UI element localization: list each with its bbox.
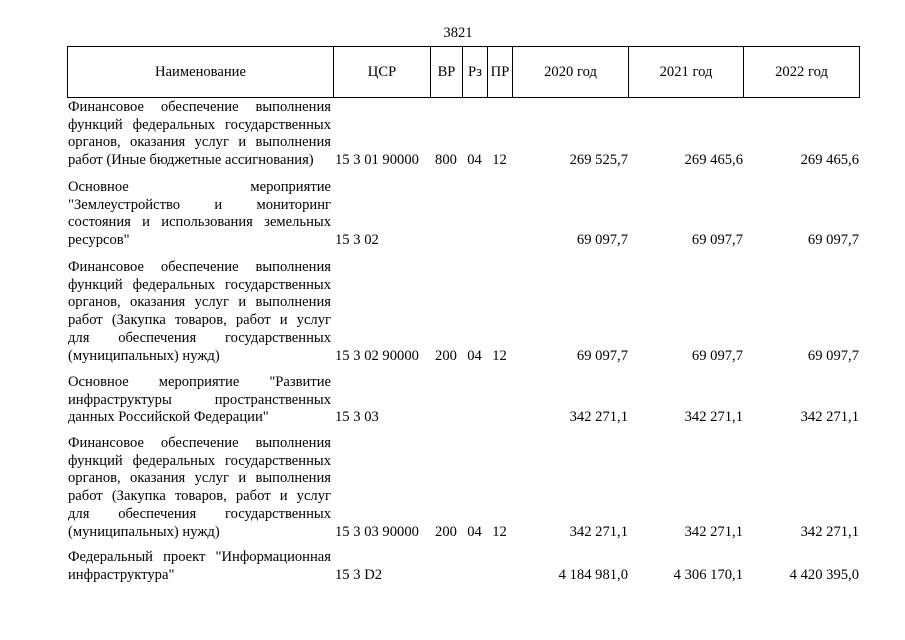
- row-name-line: работ (Иные бюджетные ассигнования): [68, 152, 314, 169]
- row-name-line: состояния и использования земельных: [68, 214, 331, 231]
- row-value-2022: 269 465,6: [800, 152, 859, 169]
- row-csr: 15 3 03 90000: [335, 523, 419, 540]
- row-value-2020: 342 271,1: [569, 409, 628, 426]
- row-value-2021: 4 306 170,1: [673, 566, 743, 583]
- row-name-line: данных Российской Федерации": [68, 409, 269, 426]
- table-row: [0, 179, 905, 250]
- row-name-line: для обеспечения государственных: [68, 505, 331, 522]
- row-csr: 15 3 D2: [335, 566, 383, 583]
- row-value-2021: 69 097,7: [691, 347, 743, 364]
- row-csr: 15 3 03: [335, 409, 379, 426]
- column-header-csr: ЦСР: [333, 47, 430, 97]
- row-name-line: (муниципальных) нужд): [68, 523, 220, 540]
- row-name: [68, 374, 331, 427]
- row-name-line: инфраструктуры пространственных: [68, 391, 331, 408]
- row-name-line: ресурсов": [68, 232, 130, 249]
- row-name-line: функций федеральных государственных: [68, 452, 331, 469]
- column-header-2022: 2022 год: [743, 47, 859, 97]
- row-rz: 04: [467, 152, 482, 169]
- row-name-line: органов, оказания услуг и выполнения: [68, 134, 331, 151]
- row-value-2022: 342 271,1: [800, 523, 859, 540]
- column-header-pr: ПР: [487, 47, 512, 97]
- row-name-line: Финансовое обеспечение выполнения: [68, 435, 331, 451]
- row-value-2021: 342 271,1: [684, 523, 743, 540]
- row-value-2022: 69 097,7: [807, 232, 859, 249]
- column-header-name: Наименование: [155, 63, 246, 80]
- row-value-2022: 69 097,7: [807, 347, 859, 364]
- row-value-2022: 4 420 395,0: [789, 566, 859, 583]
- row-name-line: "Землеустройство и мониторинг: [68, 196, 331, 213]
- row-name-line: Финансовое обеспечение выполнения: [68, 99, 331, 115]
- row-name: [68, 259, 331, 365]
- row-csr: 15 3 02 90000: [335, 347, 419, 364]
- row-value-2020: 69 097,7: [576, 347, 628, 364]
- page-number: 3821: [443, 25, 473, 41]
- row-name-line: инфраструктура": [68, 566, 175, 583]
- row-name-line: для обеспечения государственных: [68, 329, 331, 346]
- row-csr: 15 3 02: [335, 232, 379, 249]
- row-name: [68, 549, 331, 584]
- row-name-line: Финансовое обеспечение выполнения: [68, 259, 331, 275]
- row-name-line: (муниципальных) нужд): [68, 347, 220, 364]
- row-name-line: органов, оказания услуг и выполнения: [68, 470, 331, 487]
- row-vr: 800: [435, 152, 457, 169]
- table-row: [0, 374, 905, 427]
- row-name-line: Основное мероприятие: [68, 179, 331, 195]
- row-vr: 200: [435, 347, 457, 364]
- row-name-line: работ (Закупка товаров, работ и услуг: [68, 312, 331, 329]
- table-row: [0, 259, 905, 365]
- row-pr: 12: [492, 152, 507, 169]
- row-value-2020: 269 525,7: [569, 152, 628, 169]
- row-vr: 200: [435, 523, 457, 540]
- column-header-vr: ВР: [430, 47, 462, 97]
- table-row: [0, 99, 905, 170]
- row-pr: 12: [492, 347, 507, 364]
- row-name: [68, 99, 331, 170]
- column-header-rz: Рз: [462, 47, 487, 97]
- row-value-2020: 69 097,7: [576, 232, 628, 249]
- row-csr: 15 3 01 90000: [335, 152, 419, 169]
- row-name-line: Федеральный проект "Информационная: [68, 549, 331, 565]
- table-row: [0, 549, 905, 584]
- column-header-2021: 2021 год: [628, 47, 743, 97]
- row-value-2021: 342 271,1: [684, 409, 743, 426]
- table-header: [67, 46, 860, 98]
- row-value-2020: 342 271,1: [569, 523, 628, 540]
- row-rz: 04: [467, 347, 482, 364]
- column-header-2020: 2020 год: [512, 47, 628, 97]
- row-name: [68, 435, 331, 541]
- row-name-line: Основное мероприятие "Развитие: [68, 374, 331, 390]
- row-name: [68, 179, 331, 250]
- table-row: [0, 435, 905, 541]
- row-name-line: функций федеральных государственных: [68, 116, 331, 133]
- row-name-line: функций федеральных государственных: [68, 276, 331, 293]
- row-value-2020: 4 184 981,0: [558, 566, 628, 583]
- row-rz: 04: [467, 523, 482, 540]
- row-name-line: работ (Закупка товаров, работ и услуг: [68, 488, 331, 505]
- row-pr: 12: [492, 523, 507, 540]
- row-value-2022: 342 271,1: [800, 409, 859, 426]
- row-value-2021: 69 097,7: [691, 232, 743, 249]
- row-name-line: органов, оказания услуг и выполнения: [68, 294, 331, 311]
- row-value-2021: 269 465,6: [684, 152, 743, 169]
